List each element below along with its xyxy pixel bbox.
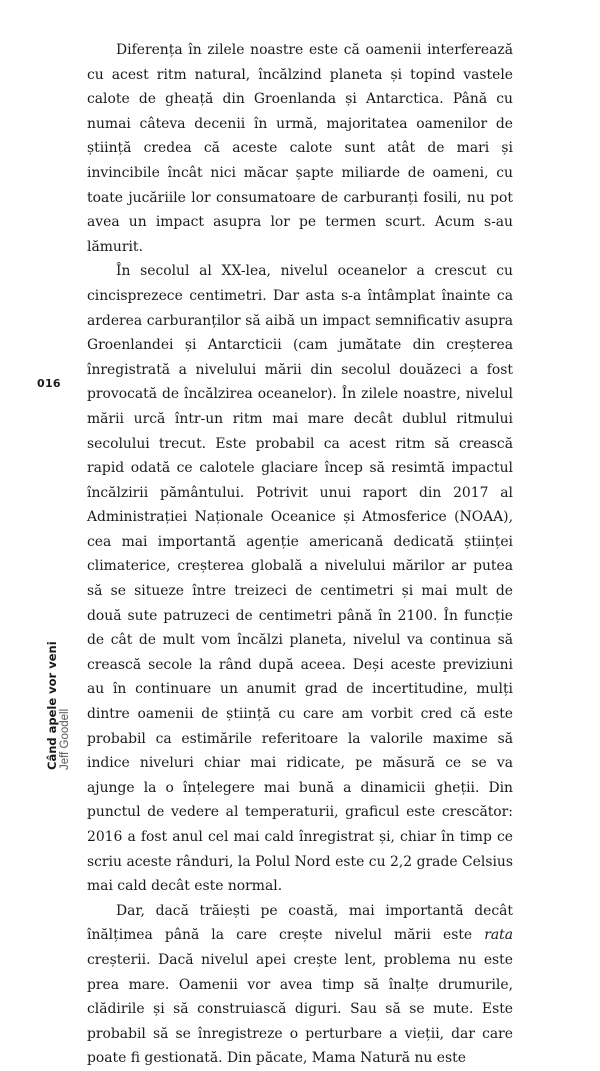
paragraph-text: Dar, dacă trăiești pe coastă, mai importantă decât înălțimea până la care crește nivelul mării este — [87, 902, 513, 944]
running-head-text — [46, 641, 72, 770]
emphasized-word: rata — [484, 927, 513, 944]
page-number: 016 — [37, 377, 61, 390]
paragraph: În secolul al XX-lea, nivelul oceanelor a crescut cu cincisprezece centimetri. Dar asta s-a întâmplat înainte ca arderea carburanților să aibă un impact semnificativ asupra Groenlandei și Antarcticii (cam jumătate din creșterea înregistrată a nivelului mării din secolul douăzeci a fost provocată de încălzirea oceanelor). În zilele noastre, nivelul mării urcă într-un ritm mai mare decât dublul ritmului secolului trecut. Este probabil ca acest ritm să crească rapid odată ce calotele glaciare încep să resimtă impactul încălzirii pământului. Potrivit unui raport din 2017 al Administrației Naționale Oceanice și Atmosferice (NOAA), cea mai importantă agenție americană dedicată științei climaterice, creșterea globală a nivelului mărilor ar putea să se situeze între treizeci de centimetri și mai mult de două sute patruzeci de centimetri până în 2100. În funcție de cât de mult vom încălzi planeta, nivelul va continua să crească secole la rând după aceea. Deși aceste previziuni au în continuare un anumit grad de incertitudine, mulți dintre oamenii de știință cu care am vorbit cred că este probabil ca estimările referitoare la valorile maxime să indice niveluri chiar mai ridicate, pe măsură ce se va ajunge la o înțelegere mai bună a dinamicii gheții. Din punctul de vedere al temperaturii, graficul este crescător: 2016 a fost anul cel mai cald înregistrat și, chiar în timp ce scriu aceste rânduri, la Polul Nord este cu 2,2 grade Celsius mai cald decât este normal. — [87, 263, 513, 895]
body-text — [87, 38, 513, 1071]
paragraph: Diferența în zilele noastre este că oamenii interferează cu acest ritm natural, încălzind planeta și topind vastele calote de gheață din Groenlanda și Antarctica. Până cu numai câteva decenii în urmă, majoritatea oamenilor de știință credea că aceste calote sunt atât de mari și invincibile încât nici măcar șapte miliarde de oameni, cu toate jucăriile lor consumatoare de carburanți fosili, nu pot avea un impact asupra lor pe termen scurt. Acum s-au lămurit. — [87, 42, 513, 255]
book-author: Jeff Goodell — [59, 708, 71, 770]
paragraph — [87, 899, 513, 1071]
paragraph-text: creșterii. Dacă nivelul apei crește lent, problema nu este prea mare. Oamenii vor avea timp să înalțe drumurile, clădirile și să construiască diguri. Sau să se mute. Este probabil să se înregistreze o perturbare a vieții, dar care poate fi gestionată. Din păcate, Mama Natură nu este — [87, 951, 513, 1067]
book-title: Când apele vor veni — [45, 641, 59, 770]
